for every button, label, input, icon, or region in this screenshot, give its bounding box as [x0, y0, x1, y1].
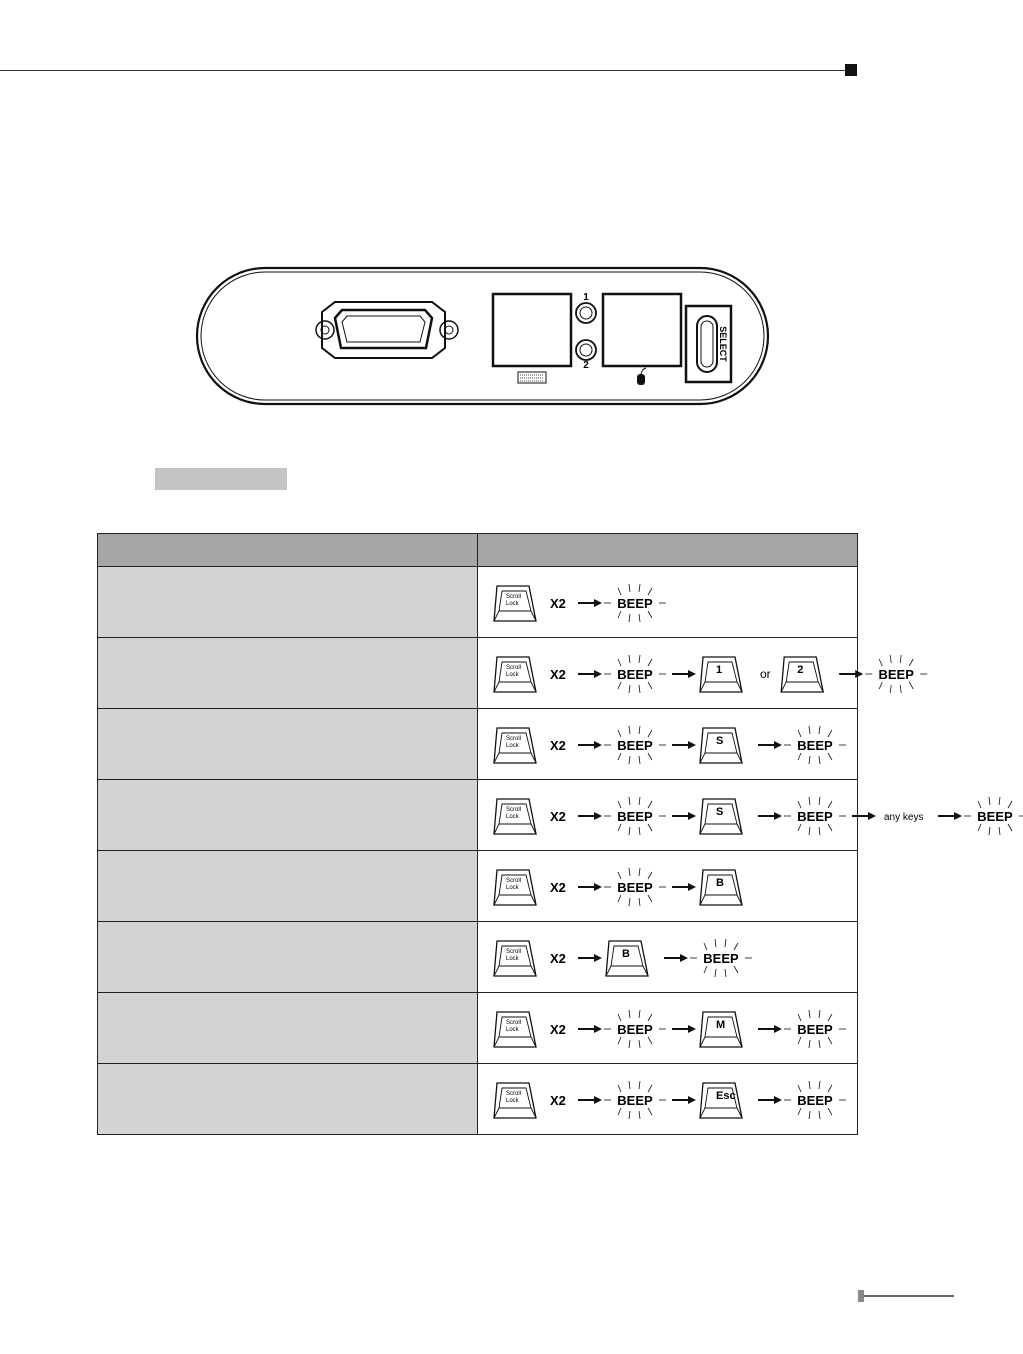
hotkey-sequence [478, 638, 1023, 708]
arrow-right-icon [578, 812, 602, 820]
header-hotkey [478, 534, 858, 567]
keyboard-port [493, 294, 571, 366]
hotkey-sequence [478, 993, 1023, 1063]
beep-icon [784, 1081, 846, 1119]
x2-label: X2 [550, 596, 566, 611]
x2-label: X2 [550, 880, 566, 895]
beep-icon [604, 655, 666, 693]
port-2-label: 2 [583, 360, 589, 371]
svg-text:B: B [622, 948, 630, 960]
hotkey-sequence-cell [478, 780, 1013, 851]
svg-text:BEEP: BEEP [703, 951, 739, 966]
arrow-right-icon [578, 599, 602, 607]
hotkey-sequence [478, 567, 1023, 637]
beep-icon [604, 726, 666, 764]
table-row [98, 567, 858, 638]
svg-text:Lock: Lock [506, 672, 519, 678]
footer-rule [864, 1295, 954, 1297]
hotkey-sequence-cell [478, 993, 858, 1064]
svg-text:Lock: Lock [506, 1027, 519, 1033]
port-1-label: 1 [583, 292, 589, 303]
hotkey-sequence [478, 922, 1023, 992]
hotkey-sequence [478, 709, 1023, 779]
hotkey-sequence [478, 780, 1023, 850]
svg-text:BEEP: BEEP [797, 1093, 833, 1108]
arrow-right-icon [578, 1096, 602, 1104]
port-2-led [576, 340, 596, 360]
hotkey-sequence-cell [478, 567, 858, 638]
svg-text:BEEP: BEEP [617, 880, 653, 895]
x2-label: X2 [550, 738, 566, 753]
beep-icon [784, 1010, 846, 1048]
mouse-icon [637, 368, 646, 385]
keycap-icon [494, 941, 536, 976]
hotkey-sequence-cell [478, 638, 914, 709]
arrow-right-icon [758, 812, 782, 820]
svg-text:BEEP: BEEP [797, 1022, 833, 1037]
svg-text:Scroll: Scroll [506, 665, 522, 671]
beep-icon [690, 939, 752, 977]
arrow-right-icon [938, 812, 962, 820]
keycap-icon [494, 586, 536, 621]
keyboard-icon [518, 372, 546, 383]
table-row [98, 638, 858, 709]
arrow-right-icon [672, 670, 696, 678]
beep-icon [604, 1081, 666, 1119]
beep-icon [604, 1010, 666, 1048]
hotkey-sequence-cell [478, 922, 858, 993]
table-row [98, 993, 858, 1064]
port-1-led [576, 303, 596, 323]
svg-text:Lock: Lock [506, 601, 519, 607]
function-cell [98, 1064, 478, 1135]
keycap-icon [494, 657, 536, 692]
sequence-text: any keys [884, 812, 924, 823]
function-cell [98, 567, 478, 638]
keycap-icon [700, 1083, 742, 1118]
svg-text:Scroll: Scroll [506, 949, 522, 955]
arrow-right-icon [672, 1025, 696, 1033]
beep-icon [604, 797, 666, 835]
sequence-text: or [760, 667, 771, 681]
svg-text:Esc: Esc [716, 1090, 736, 1102]
arrow-right-icon [578, 670, 602, 678]
function-cell [98, 851, 478, 922]
x2-label: X2 [550, 951, 566, 966]
svg-text:BEEP: BEEP [617, 809, 653, 824]
svg-text:Scroll: Scroll [506, 594, 522, 600]
keycap-icon [700, 799, 742, 834]
function-cell [98, 638, 478, 709]
hotkey-sequence-cell [478, 1064, 858, 1135]
keycap-icon [700, 657, 742, 692]
hotkey-sequence-cell [478, 709, 858, 780]
keycap-icon [781, 657, 823, 692]
svg-text:Lock: Lock [506, 1098, 519, 1104]
beep-icon [865, 655, 927, 693]
arrow-right-icon [578, 1025, 602, 1033]
svg-text:BEEP: BEEP [617, 738, 653, 753]
keycap-icon [494, 870, 536, 905]
arrow-right-icon [839, 670, 863, 678]
table-row [98, 922, 858, 993]
svg-text:S: S [716, 735, 724, 747]
svg-text:Scroll: Scroll [506, 1020, 522, 1026]
beep-icon [784, 797, 846, 835]
svg-text:BEEP: BEEP [878, 667, 914, 682]
svg-text:M: M [716, 1019, 726, 1031]
keycap-icon [494, 1083, 536, 1118]
svg-text:Lock: Lock [506, 743, 519, 749]
x2-label: X2 [550, 809, 566, 824]
keycap-icon [606, 941, 648, 976]
svg-text:2: 2 [797, 664, 804, 676]
svg-text:Scroll: Scroll [506, 1091, 522, 1097]
svg-text:BEEP: BEEP [617, 1093, 653, 1108]
keycap-icon [700, 728, 742, 763]
keycap-icon [494, 1012, 536, 1047]
table-row [98, 709, 858, 780]
svg-text:1: 1 [716, 664, 723, 676]
hotkey-table [97, 533, 1013, 1135]
arrow-right-icon [672, 741, 696, 749]
svg-text:Lock: Lock [506, 956, 519, 962]
arrow-right-icon [578, 741, 602, 749]
table-header-row [98, 534, 858, 567]
svg-text:BEEP: BEEP [617, 667, 653, 682]
arrow-right-icon [578, 883, 602, 891]
keycap-icon [700, 1012, 742, 1047]
kvm-front-panel [180, 260, 780, 420]
hotkey-sequence-cell [478, 851, 858, 922]
header-marker [845, 64, 857, 76]
arrow-right-icon [578, 954, 602, 962]
hotkey-sequence [478, 851, 1023, 921]
function-cell [98, 922, 478, 993]
function-cell [98, 709, 478, 780]
vga-port [316, 302, 458, 358]
arrow-right-icon [672, 1096, 696, 1104]
x2-label: X2 [550, 1022, 566, 1037]
keycap-icon [494, 799, 536, 834]
svg-text:Scroll: Scroll [506, 878, 522, 884]
table-row [98, 780, 858, 851]
table-row [98, 1064, 858, 1135]
arrow-right-icon [672, 812, 696, 820]
svg-text:Scroll: Scroll [506, 807, 522, 813]
x2-label: X2 [550, 667, 566, 682]
function-cell [98, 780, 478, 851]
beep-icon [784, 726, 846, 764]
svg-text:Scroll: Scroll [506, 736, 522, 742]
svg-text:BEEP: BEEP [797, 809, 833, 824]
x2-label: X2 [550, 1093, 566, 1108]
arrow-right-icon [664, 954, 688, 962]
beep-icon [964, 797, 1023, 835]
svg-text:BEEP: BEEP [617, 1022, 653, 1037]
keycap-icon [700, 870, 742, 905]
select-button[interactable] [686, 306, 731, 382]
header-function [98, 534, 478, 567]
table-row [98, 851, 858, 922]
hotkey-sequence [478, 1064, 1023, 1134]
arrow-right-icon [852, 812, 876, 820]
function-cell [98, 993, 478, 1064]
arrow-right-icon [758, 1025, 782, 1033]
select-label: SELECT [718, 326, 728, 362]
svg-text:BEEP: BEEP [797, 738, 833, 753]
svg-text:S: S [716, 806, 724, 818]
keycap-icon [494, 728, 536, 763]
mouse-port [603, 294, 681, 366]
svg-text:Lock: Lock [506, 814, 519, 820]
header-rule [0, 70, 846, 71]
svg-text:Lock: Lock [506, 885, 519, 891]
arrow-right-icon [758, 1096, 782, 1104]
svg-text:B: B [716, 877, 724, 889]
beep-icon [604, 868, 666, 906]
svg-text:BEEP: BEEP [617, 596, 653, 611]
arrow-right-icon [672, 883, 696, 891]
svg-text:BEEP: BEEP [977, 809, 1013, 824]
section-heading-tab [155, 468, 287, 490]
arrow-right-icon [758, 741, 782, 749]
beep-icon [604, 584, 666, 622]
